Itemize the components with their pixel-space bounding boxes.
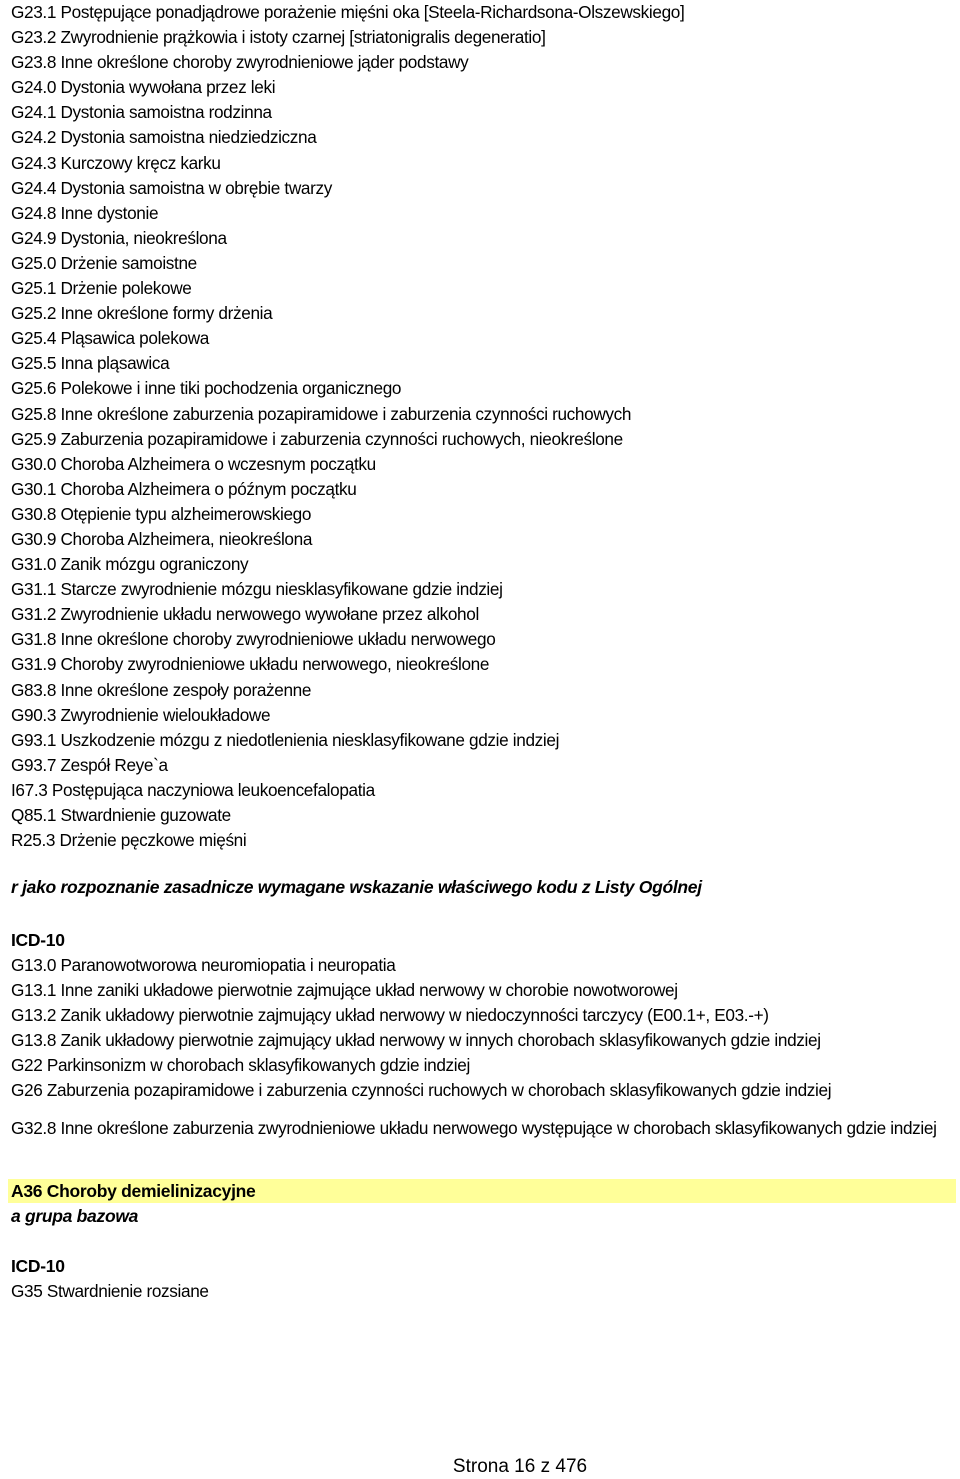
list-item: G30.1 Choroba Alzheimera o późnym początku bbox=[11, 478, 357, 499]
list-item: G93.7 Zespół Reye`a bbox=[11, 754, 168, 775]
list-item: G25.4 Pląsawica polekowa bbox=[11, 328, 209, 349]
list-item: G23.8 Inne określone choroby zwyrodnieniowe jąder podstawy bbox=[11, 52, 469, 73]
list-item: G35 Stwardnienie rozsiane bbox=[11, 1281, 209, 1301]
list-item: G30.8 Otępienie typu alzheimerowskiego bbox=[11, 503, 312, 524]
list-item: G30.0 Choroba Alzheimera o wczesnym początku bbox=[11, 453, 376, 474]
list-item: I67.3 Postępująca naczyniowa leukoencefalopatia bbox=[11, 779, 375, 800]
list-item: G25.1 Drżenie polekowe bbox=[11, 278, 192, 299]
list-item: G24.9 Dystonia, nieokreślona bbox=[11, 227, 227, 248]
diagnosis-code-list bbox=[11, 0, 951, 853]
group-title: A36 Choroby demielinizacyjne bbox=[11, 1181, 256, 1201]
list-item: G24.1 Dystonia samoistna rodzinna bbox=[11, 102, 272, 123]
list-item: G31.0 Zanik mózgu ograniczony bbox=[11, 554, 249, 575]
list-item: G31.1 Starcze zwyrodnienie mózgu niesklasyfikowane gdzie indziej bbox=[11, 579, 503, 600]
page-number: Strona 16 z 476 bbox=[452, 1456, 588, 1477]
list-item: G24.3 Kurczowy kręcz karku bbox=[11, 152, 221, 173]
list-item: G31.9 Choroby zwyrodnieniowe układu nerwowego, nieokreślone bbox=[11, 654, 490, 675]
list-item: G83.8 Inne określone zespoły porażenne bbox=[11, 679, 312, 700]
icd10-block bbox=[11, 928, 951, 1104]
list-item: G25.2 Inne określone formy drżenia bbox=[11, 303, 273, 324]
list-item: G24.8 Inne dystonie bbox=[11, 202, 159, 223]
list-item: G13.8 Zanik układowy pierwotnie zajmujący układ nerwowy w innych chorobach sklasyfikowanych gdzie indziej bbox=[11, 1030, 821, 1051]
list-item: Q85.1 Stwardnienie guzowate bbox=[11, 805, 231, 825]
list-item: G23.2 Zwyrodnienie prążkowia i istoty czarnej [striatonigralis degeneratio] bbox=[11, 27, 546, 48]
list-item: G13.0 Paranowotworowa neuromiopatia i neuropatia bbox=[11, 955, 396, 975]
list-item: G24.0 Dystonia wywołana przez leki bbox=[11, 77, 276, 98]
list-item: G31.2 Zwyrodnienie układu nerwowego wywołane przez alkohol bbox=[11, 604, 479, 625]
list-item: R25.3 Drżenie pęczkowe mięśni bbox=[11, 830, 247, 851]
list-item: G32.8 Inne określone zaburzenia zwyrodnieniowe układu nerwowego występujące w chorobach sklasyfikowanych gdzie indziej bbox=[11, 1118, 937, 1138]
icd10-heading: ICD-10 bbox=[11, 1256, 65, 1276]
list-item: G25.9 Zaburzenia pozapiramidowe i zaburzenia czynności ruchowych, nieokreślone bbox=[11, 428, 623, 449]
list-item: G26 Zaburzenia pozapiramidowe i zaburzenia czynności ruchowych w chorobach sklasyfikowanych gdzie indziej bbox=[11, 1080, 832, 1101]
primary-diagnosis-note: r jako rozpoznanie zasadnicze wymagane wskazanie właściwego kodu z Listy Ogólnej bbox=[11, 877, 702, 897]
list-item: G31.8 Inne określone choroby zwyrodnieniowe układu nerwowego bbox=[11, 629, 496, 650]
list-item: G93.1 Uszkodzenie mózgu z niedotlenienia niesklasyfikowane gdzie indziej bbox=[11, 729, 560, 750]
icd10-block bbox=[11, 1254, 209, 1304]
list-item: G13.2 Zanik układowy pierwotnie zajmujący układ nerwowy w niedoczynności tarczycy (E00.1+, E03.-+) bbox=[11, 1005, 769, 1026]
list-item: G24.4 Dystonia samoistna w obrębie twarzy bbox=[11, 177, 332, 198]
list-item: G25.6 Polekowe i inne tiki pochodzenia organicznego bbox=[11, 378, 402, 399]
group-subtitle: a grupa bazowa bbox=[11, 1206, 139, 1226]
list-item: G30.9 Choroba Alzheimera, nieokreślona bbox=[11, 528, 313, 549]
icd10-heading: ICD-10 bbox=[11, 930, 65, 950]
list-item: G25.5 Inna pląsawica bbox=[11, 353, 170, 374]
list-item: G90.3 Zwyrodnienie wieloukładowe bbox=[11, 704, 271, 725]
list-item: G22 Parkinsonizm w chorobach sklasyfikowanych gdzie indziej bbox=[11, 1055, 470, 1076]
list-item: G13.1 Inne zaniki układowe pierwotnie zajmujące układ nerwowy w chorobie nowotworowej bbox=[11, 980, 678, 1001]
list-item: G23.1 Postępujące ponadjądrowe porażenie mięśni oka [Steela-Richardsona-Olszewskiego] bbox=[11, 2, 685, 22]
list-item: G25.8 Inne określone zaburzenia pozapiramidowe i zaburzenia czynności ruchowych bbox=[11, 403, 632, 424]
list-item: G24.2 Dystonia samoistna niedziedziczna bbox=[11, 127, 317, 148]
list-item: G25.0 Drżenie samoistne bbox=[11, 252, 197, 273]
